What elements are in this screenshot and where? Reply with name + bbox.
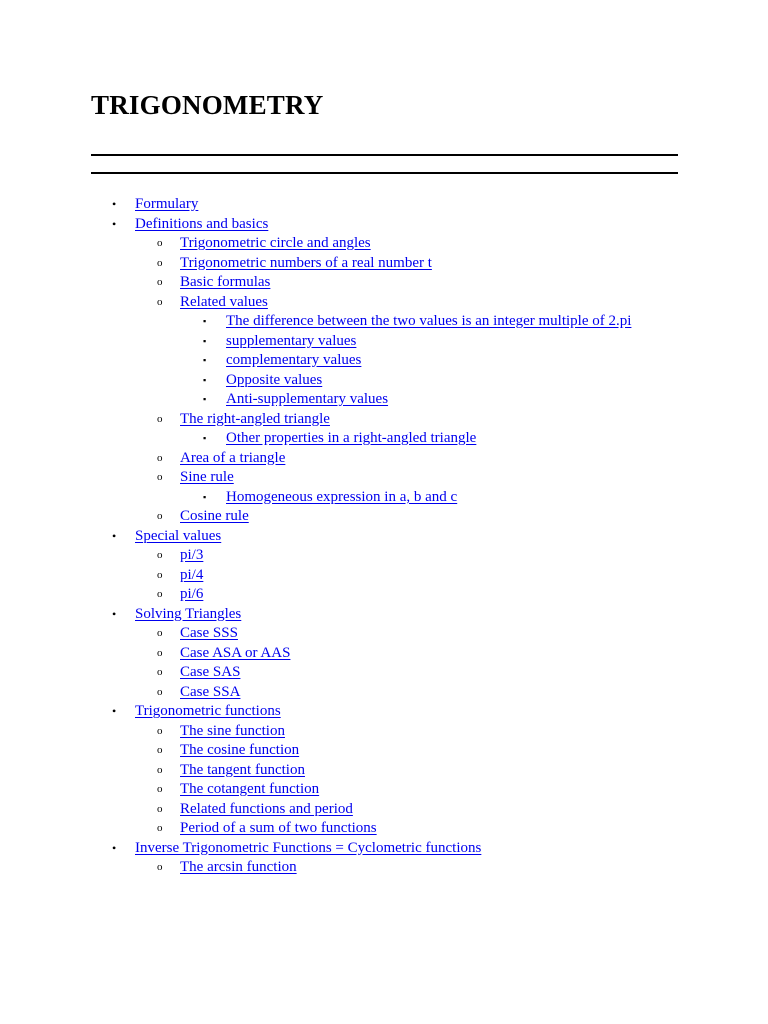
toc-item-level-3 — [91, 488, 678, 508]
toc-link[interactable]: Case SSA — [180, 683, 241, 700]
toc-item-level-2 — [91, 566, 678, 586]
toc-item-level-2 — [91, 819, 678, 839]
bullet-icon: ▪ — [203, 394, 207, 404]
toc-link[interactable]: Formulary — [135, 196, 199, 212]
horizontal-rule-bottom — [91, 172, 678, 174]
bullet-icon: • — [112, 704, 117, 718]
toc-item-level-2 — [91, 761, 678, 781]
toc-link[interactable]: Opposite values — [226, 371, 323, 388]
bullet-icon: o — [157, 510, 163, 522]
toc-item-level-3 — [91, 429, 678, 449]
toc-item-level-2 — [91, 546, 678, 566]
toc-link[interactable]: Trigonometric numbers of a real number t — [180, 254, 432, 271]
toc-link[interactable]: Inverse Trigonometric Functions = Cyclometric functions — [135, 839, 482, 856]
toc-item-level-2 — [91, 663, 678, 683]
bullet-icon: o — [157, 646, 163, 659]
toc-item-level-1 — [91, 839, 678, 859]
bullet-icon: • — [112, 528, 117, 543]
toc-item-level-2 — [91, 800, 678, 820]
bullet-icon: o — [157, 295, 163, 308]
toc-link[interactable]: pi/3 — [180, 547, 204, 563]
bullet-icon: o — [157, 685, 163, 698]
bullet-icon: o — [157, 666, 163, 678]
bullet-icon: o — [157, 471, 163, 483]
bullet-icon: ▪ — [203, 355, 207, 365]
toc-item-level-2 — [91, 293, 678, 313]
toc-link[interactable]: The right-angled triangle — [180, 410, 330, 427]
bullet-icon: o — [157, 237, 163, 249]
toc-link[interactable]: Case SSS — [180, 625, 238, 641]
toc-item-level-2 — [91, 585, 678, 605]
bullet-icon: • — [112, 216, 117, 231]
toc-link[interactable]: Case SAS — [180, 664, 241, 680]
bullet-icon: ▪ — [203, 491, 207, 502]
page-title: TRIGONOMETRY — [91, 90, 324, 120]
toc-link[interactable]: Definitions and basics — [135, 215, 269, 232]
toc-item-level-2 — [91, 741, 678, 761]
toc-link[interactable]: Solving Triangles — [135, 605, 242, 622]
toc-item-level-1 — [91, 215, 678, 235]
bullet-icon: o — [157, 861, 163, 873]
toc-link[interactable]: Related functions and period — [180, 800, 353, 817]
bullet-icon: o — [157, 783, 163, 795]
toc-link[interactable]: The sine function — [180, 722, 285, 739]
toc-item-level-2 — [91, 624, 678, 644]
toc-item-level-2 — [91, 858, 678, 878]
toc-link[interactable]: The arcsin function — [180, 859, 297, 875]
toc-link[interactable]: Trigonometric circle and angles — [180, 235, 371, 251]
toc-link[interactable]: Sine rule — [180, 469, 234, 485]
toc-item-level-3 — [91, 312, 678, 332]
bullet-icon: ▪ — [203, 335, 207, 346]
bullet-icon: • — [112, 840, 117, 855]
toc-link[interactable]: Area of a triangle — [180, 449, 286, 466]
toc-link[interactable]: Cosine rule — [180, 508, 249, 524]
toc-item-level-1 — [91, 195, 678, 215]
toc-item-level-1 — [91, 527, 678, 547]
bullet-icon: o — [157, 627, 163, 639]
toc-item-level-2 — [91, 468, 678, 488]
toc-link[interactable]: pi/4 — [180, 566, 204, 583]
bullet-icon: o — [157, 412, 163, 425]
toc-link[interactable]: Basic formulas — [180, 274, 271, 290]
bullet-icon: o — [157, 256, 163, 269]
bullet-icon: o — [157, 822, 163, 834]
bullet-icon: o — [157, 744, 163, 756]
toc-item-level-2 — [91, 644, 678, 664]
toc-item-level-3 — [91, 332, 678, 352]
toc-item-level-1 — [91, 702, 678, 722]
toc-item-level-2 — [91, 722, 678, 742]
bullet-icon: o — [157, 549, 163, 561]
bullet-icon: o — [157, 588, 163, 600]
bullet-icon: • — [112, 606, 117, 621]
toc-item-level-2 — [91, 273, 678, 293]
toc-item-level-2 — [91, 449, 678, 469]
bullet-icon: o — [157, 763, 163, 776]
toc-item-level-1 — [91, 605, 678, 625]
toc-item-level-2 — [91, 254, 678, 274]
toc-item-level-2 — [91, 234, 678, 254]
toc-link[interactable]: The cosine function — [180, 742, 300, 758]
toc-link[interactable]: Trigonometric functions — [135, 703, 281, 719]
toc-link[interactable]: The cotangent function — [180, 781, 320, 797]
toc-item-level-2 — [91, 507, 678, 527]
bullet-icon: o — [157, 276, 163, 288]
toc-link[interactable]: Anti-supplementary values — [226, 391, 389, 407]
toc-link[interactable]: Homogeneous expression in a, b and c — [226, 488, 458, 505]
toc-item-level-2 — [91, 410, 678, 430]
toc-link[interactable]: The difference between the two values is an integer multiple of 2.pi — [226, 313, 632, 329]
toc-link[interactable]: The tangent function — [180, 761, 305, 778]
bullet-icon: ▪ — [203, 433, 207, 443]
toc-link[interactable]: Case ASA or AAS — [180, 644, 291, 661]
toc-item-level-2 — [91, 780, 678, 800]
toc-link[interactable]: pi/6 — [180, 586, 204, 602]
bullet-icon: ▪ — [203, 374, 207, 385]
bullet-icon: o — [157, 724, 163, 737]
toc-link[interactable]: complementary values — [226, 352, 362, 368]
toc-link[interactable]: supplementary values — [226, 332, 357, 349]
bullet-icon: o — [157, 568, 163, 581]
toc-item-level-3 — [91, 371, 678, 391]
toc-link[interactable]: Period of a sum of two functions — [180, 820, 377, 836]
bullet-icon: o — [157, 802, 163, 815]
toc-link[interactable]: Other properties in a right-angled triangle — [226, 430, 477, 446]
bullet-icon: o — [157, 451, 163, 464]
toc-link[interactable]: Special values — [135, 527, 222, 544]
toc-item-level-3 — [91, 390, 678, 410]
horizontal-rule-top — [91, 154, 678, 156]
table-of-contents — [91, 195, 678, 878]
toc-item-level-3 — [91, 351, 678, 371]
toc-item-level-2 — [91, 683, 678, 703]
toc-link[interactable]: Related values — [180, 293, 268, 310]
bullet-icon: • — [112, 197, 117, 211]
bullet-icon: ▪ — [203, 316, 207, 326]
